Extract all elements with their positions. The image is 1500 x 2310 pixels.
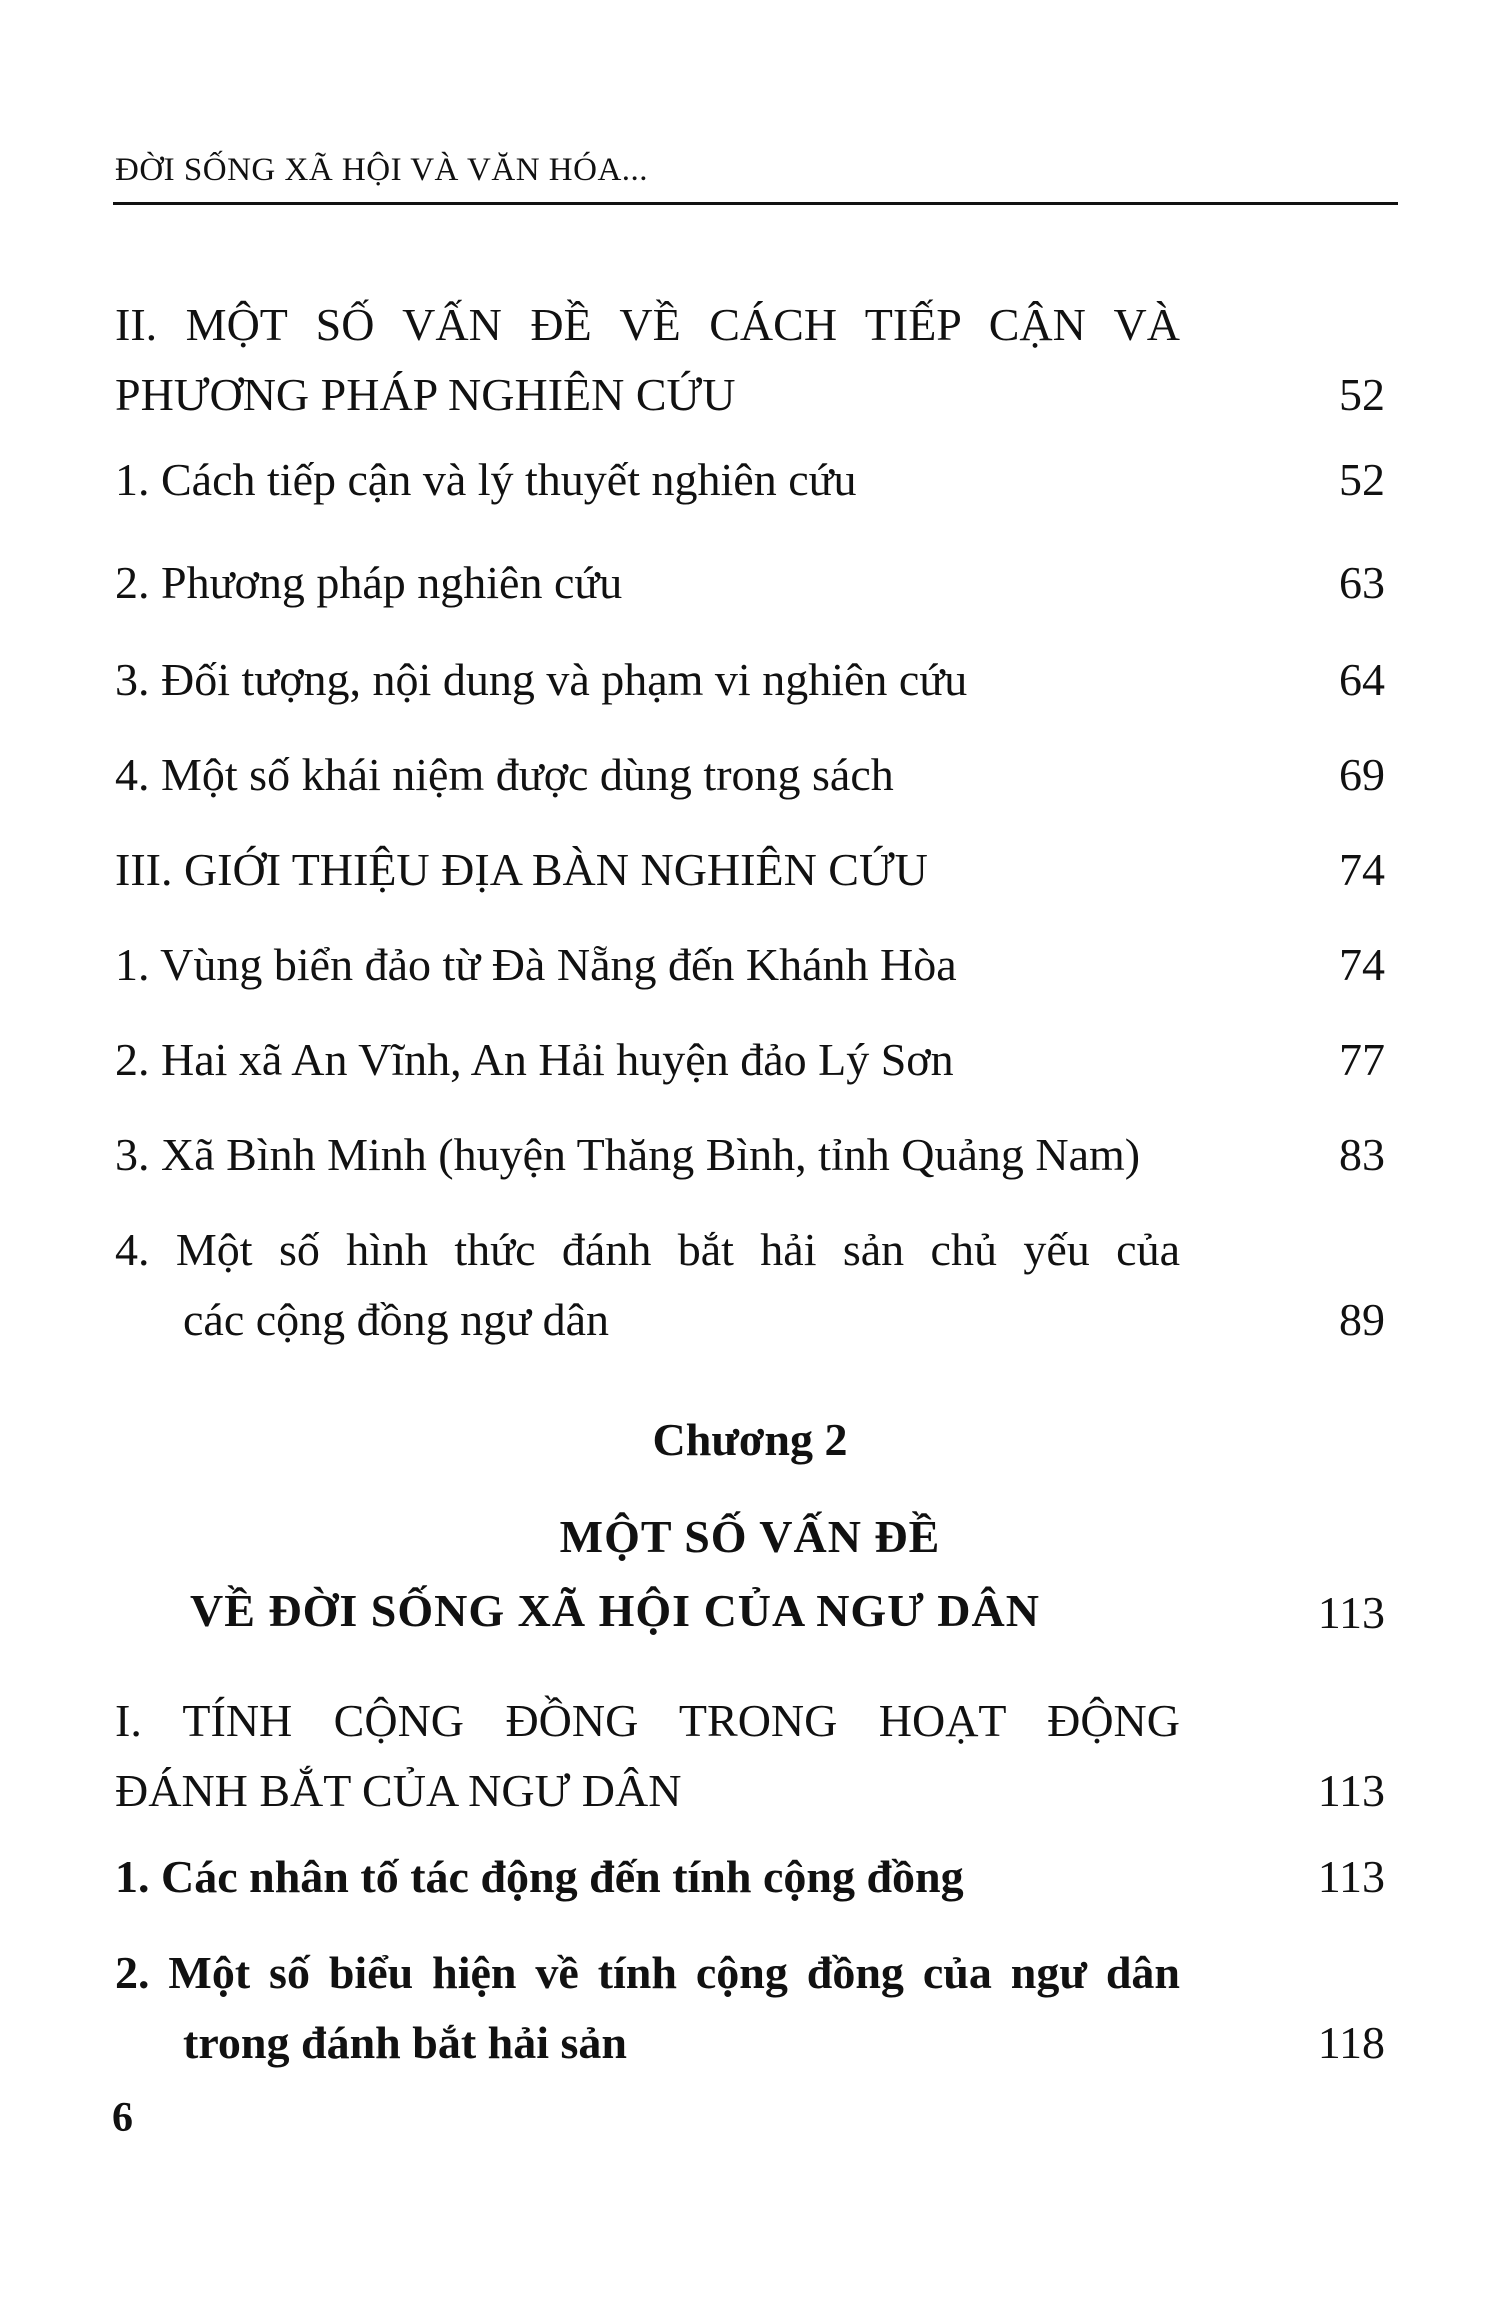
chapter-label: Chương 2 (652, 1414, 848, 1465)
toc-entry-text: 1. Vùng biển đảo từ Đà Nẵng đến Khánh Hòa (115, 939, 957, 990)
toc-page-number: 74 (1339, 844, 1385, 895)
toc-entry-part2-item4 (115, 740, 1385, 810)
toc-entry-text: 1. Cách tiếp cận và lý thuyết nghiên cứu (115, 454, 857, 505)
toc-page-number: 113 (1317, 1765, 1385, 1816)
toc-entry-text-line2: trong đánh bắt hải sản (183, 2017, 627, 2068)
toc-page-number: 74 (1339, 939, 1385, 990)
toc-entry-text: 4. Một số khái niệm được dùng trong sách (115, 749, 894, 800)
toc-entry-part3-item2 (115, 1025, 1385, 1095)
toc-entry-text-line2: các cộng đồng ngư dân (183, 1294, 610, 1345)
toc-entry-text-line2: PHƯƠNG PHÁP NGHIÊN CỨU (115, 369, 736, 420)
chapter-title-line2: VỀ ĐỜI SỐNG XÃ HỘI CỦA NGƯ DÂN (190, 1585, 1040, 1636)
toc-page-number: 52 (1339, 369, 1385, 420)
toc-page-number: 77 (1339, 1034, 1385, 1085)
toc-page-number: 89 (1339, 1294, 1385, 1345)
toc-entry-chapter2-item2 (115, 1938, 1385, 2078)
toc-entry-chapter2-item1 (115, 1842, 1385, 1912)
toc-entry-part3-item1 (115, 930, 1385, 1000)
toc-entry-text-line1: 4. Một số hình thức đánh bắt hải sản chủ yếu của (115, 1224, 1180, 1275)
toc-entry-text: 3. Xã Bình Minh (huyện Thăng Bình, tỉnh Quảng Nam) (115, 1129, 1141, 1180)
toc-entry-part3-item4 (115, 1215, 1385, 1355)
toc-page-number: 64 (1339, 654, 1385, 705)
toc-entry-part2-item2 (115, 548, 1385, 618)
page-number: 6 (112, 2095, 133, 2141)
toc-entry-text: 3. Đối tượng, nội dung và phạm vi nghiên cứu (115, 654, 968, 705)
toc-entry-text-line1: 2. Một số biểu hiện về tính cộng đồng của ngư dân (115, 1947, 1180, 1998)
toc-entry-part-3 (115, 835, 1385, 905)
chapter-page-number: 113 (1317, 1587, 1385, 1638)
toc-entry-part-2 (115, 290, 1385, 430)
toc-page-number: 83 (1339, 1129, 1385, 1180)
toc-page-number: 52 (1339, 454, 1385, 505)
toc-entry-part2-item1 (115, 445, 1385, 515)
toc-entry-part2-item3 (115, 645, 1385, 715)
running-head: ĐỜI SỐNG XÃ HỘI VÀ VĂN HÓA... (115, 152, 649, 188)
toc-entry-text-line1: II. MỘT SỐ VẤN ĐỀ VỀ CÁCH TIẾP CẬN VÀ (115, 299, 1180, 350)
toc-page-number: 69 (1339, 749, 1385, 800)
toc-entry-text: 2. Phương pháp nghiên cứu (115, 557, 623, 608)
header-rule (113, 202, 1398, 205)
toc-entry-text-line2: ĐÁNH BẮT CỦA NGƯ DÂN (115, 1765, 682, 1816)
toc-entry-text-line1: I. TÍNH CỘNG ĐỒNG TRONG HOẠT ĐỘNG (115, 1695, 1180, 1746)
toc-page-number: 118 (1317, 2017, 1385, 2068)
toc-page-number: 63 (1339, 557, 1385, 608)
toc-entry-chapter2-part1 (115, 1686, 1385, 1826)
toc-entry-part3-item3 (115, 1120, 1385, 1190)
toc-entry-text: III. GIỚI THIỆU ĐỊA BÀN NGHIÊN CỨU (115, 844, 928, 895)
chapter-title-line1: MỘT SỐ VẤN ĐỀ (559, 1511, 941, 1562)
toc-entry-text: 2. Hai xã An Vĩnh, An Hải huyện đảo Lý Sơn (115, 1034, 954, 1085)
toc-entry-text: 1. Các nhân tố tác động đến tính cộng đồng (115, 1851, 964, 1902)
toc-page-number: 113 (1317, 1851, 1385, 1902)
